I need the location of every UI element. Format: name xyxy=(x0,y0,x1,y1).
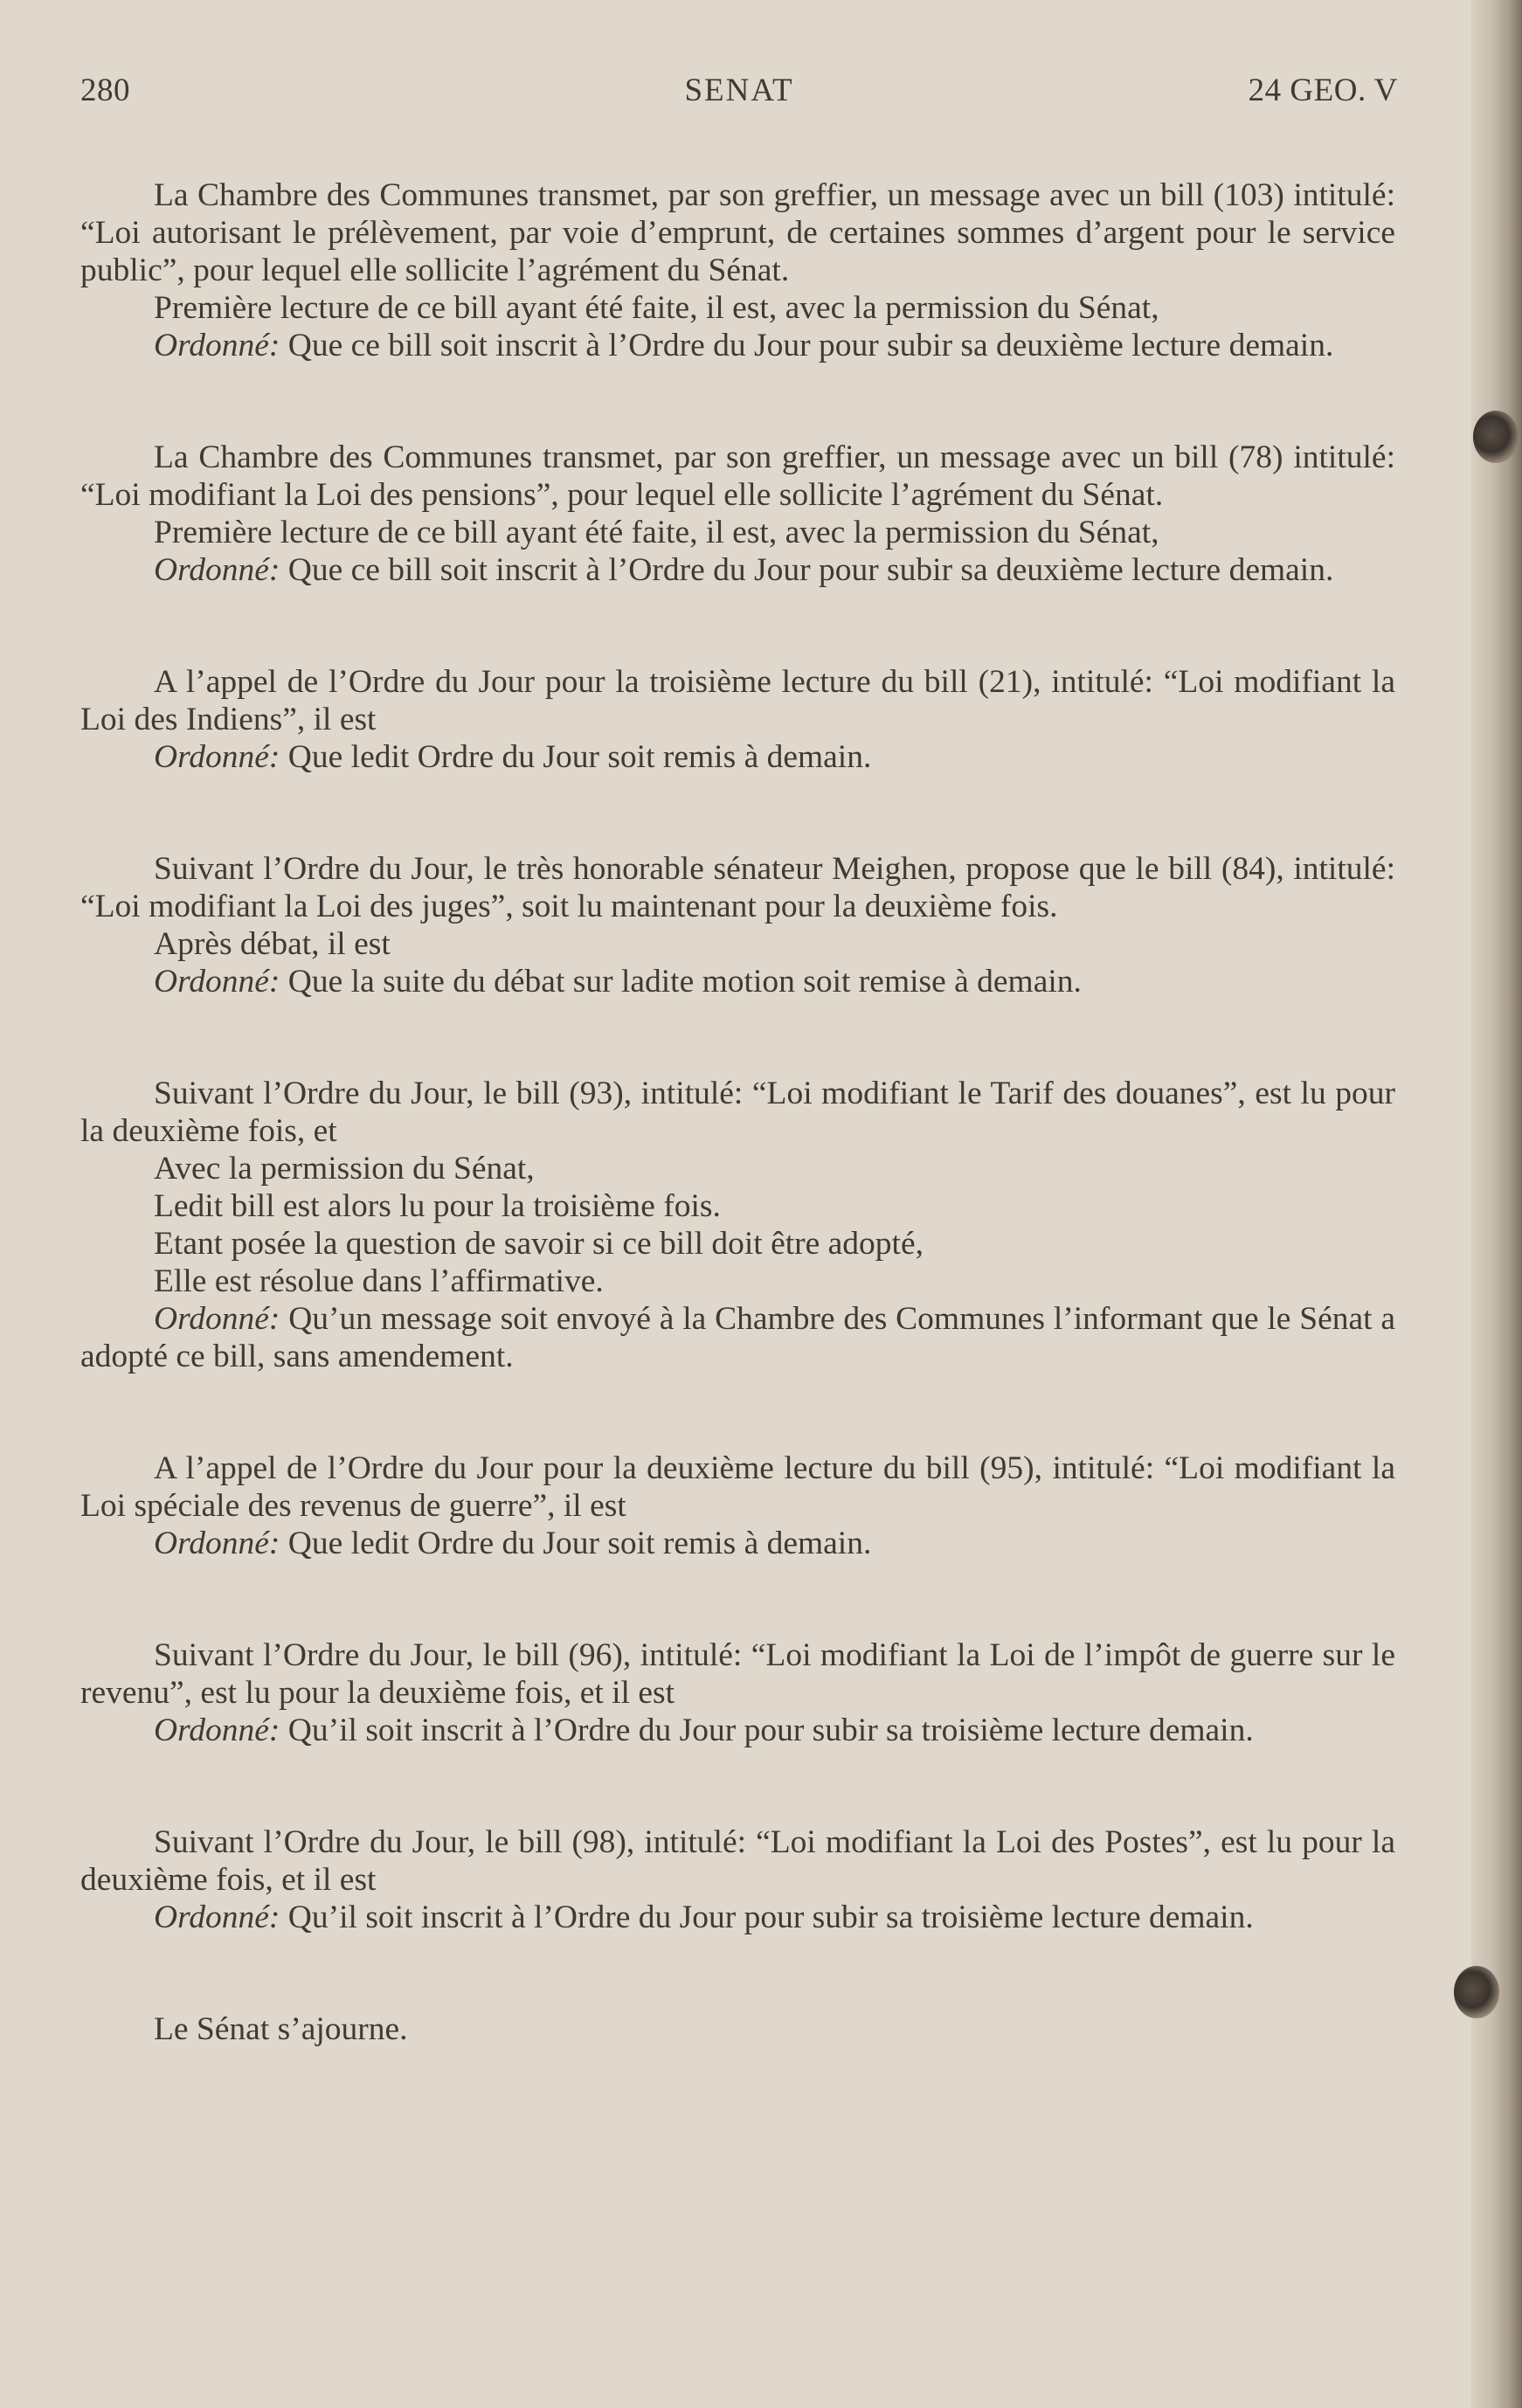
ordered-label: Ordonné: xyxy=(154,1301,280,1337)
ordered-label: Ordonné: xyxy=(154,1713,280,1748)
page-number: 280 xyxy=(80,73,130,108)
journal-entry xyxy=(80,2010,1395,2048)
entry-paragraph xyxy=(80,176,1395,289)
entry-paragraph xyxy=(80,925,1395,963)
entry-paragraph xyxy=(80,1300,1395,1375)
page-header xyxy=(80,72,1398,115)
paragraph-text: A l’appel de l’Ordre du Jour pour la troisième lecture du bill (21), intitulé: “Loi modifiant la Loi des Indiens”, il est xyxy=(80,664,1395,737)
entry-paragraph xyxy=(80,1899,1395,1936)
paragraph-text: Avec la permission du Sénat, xyxy=(154,1151,535,1187)
paragraph-text: Suivant l’Ordre du Jour, le bill (96), intitulé: “Loi modifiant la Loi de l’impôt de guerre sur le revenu”, est lu pour la deuxième fois, et il est xyxy=(80,1637,1395,1711)
journal-entry xyxy=(80,1450,1395,1562)
entry-paragraph xyxy=(80,439,1395,514)
entry-paragraph xyxy=(80,1525,1395,1562)
journal-entry xyxy=(80,439,1395,589)
paragraph-text: Qu’il soit inscrit à l’Ordre du Jour pour subir sa troisième lecture demain. xyxy=(280,1899,1254,1935)
journal-entry xyxy=(80,1075,1395,1375)
paragraph-text: Que ce bill soit inscrit à l’Ordre du Jour pour subir sa deuxième lecture demain. xyxy=(280,328,1334,363)
entry-paragraph xyxy=(80,1150,1395,1187)
entry-paragraph xyxy=(80,1823,1395,1899)
ordered-label: Ordonné: xyxy=(154,552,280,588)
paragraph-text: Que ce bill soit inscrit à l’Ordre du Jour pour subir sa deuxième lecture demain. xyxy=(280,552,1334,588)
paragraph-text: Après débat, il est xyxy=(154,926,391,962)
entry-paragraph xyxy=(80,1075,1395,1150)
entry-paragraph xyxy=(80,850,1395,925)
entry-paragraph xyxy=(80,551,1395,589)
paragraph-text: Première lecture de ce bill ayant été faite, il est, avec la permission du Sénat, xyxy=(154,515,1159,550)
paragraph-text: Le Sénat s’ajourne. xyxy=(154,2011,408,2047)
ordered-label: Ordonné: xyxy=(154,964,280,1000)
paragraph-text: Que ledit Ordre du Jour soit remis à demain. xyxy=(280,1526,872,1561)
paragraph-text: A l’appel de l’Ordre du Jour pour la deuxième lecture du bill (95), intitulé: “Loi modifiant la Loi spéciale des revenus de guerre”, il est xyxy=(80,1450,1395,1524)
paragraph-text: Elle est résolue dans l’affirmative. xyxy=(154,1263,604,1299)
ordered-label: Ordonné: xyxy=(154,739,280,775)
paragraph-text: Première lecture de ce bill ayant été faite, il est, avec la permission du Sénat, xyxy=(154,290,1159,326)
entry-paragraph xyxy=(80,1636,1395,1712)
paragraph-text: La Chambre des Communes transmet, par son greffier, un message avec un bill (78) intitulé: “Loi modifiant la Loi des pensions”, pour lequel elle sollicite l’agrément du Sénat. xyxy=(80,439,1395,513)
paragraph-text: Suivant l’Ordre du Jour, le bill (98), intitulé: “Loi modifiant la Loi des Postes”, est lu pour la deuxième fois, et il est xyxy=(80,1824,1395,1898)
paragraph-text: La Chambre des Communes transmet, par son greffier, un message avec un bill (103) intitulé: “Loi autorisant le prélèvement, par voie d’emprunt, de certaines sommes d’argent pour le service public”, pour lequel elle sollicite l’agrément du Sénat. xyxy=(80,177,1395,288)
paragraph-text: Qu’il soit inscrit à l’Ordre du Jour pour subir sa troisième lecture demain. xyxy=(280,1713,1254,1748)
journal-entry xyxy=(80,1636,1395,1749)
journal-entry xyxy=(80,176,1395,364)
paragraph-text: Etant posée la question de savoir si ce bill doit être adopté, xyxy=(154,1226,924,1262)
binding-edge xyxy=(1471,0,1522,2408)
entry-paragraph xyxy=(80,738,1395,776)
journal-entry xyxy=(80,850,1395,1000)
paragraph-text: Suivant l’Ordre du Jour, le bill (93), intitulé: “Loi modifiant le Tarif des douanes”, est lu pour la deuxième fois, et xyxy=(80,1076,1395,1149)
entry-paragraph xyxy=(80,514,1395,551)
journal-entry xyxy=(80,663,1395,776)
ordered-label: Ordonné: xyxy=(154,1899,280,1935)
ordered-label: Ordonné: xyxy=(154,328,280,363)
paragraph-text: Suivant l’Ordre du Jour, le très honorable sénateur Meighen, propose que le bill (84), intitulé: “Loi modifiant la Loi des juges”, soit lu maintenant pour la deuxième fois. xyxy=(80,851,1395,924)
paragraph-text: Que ledit Ordre du Jour soit remis à demain. xyxy=(280,739,872,775)
entry-paragraph xyxy=(80,1187,1395,1225)
binding-hole xyxy=(1454,1966,1499,2018)
entry-paragraph xyxy=(80,1263,1395,1300)
ordered-label: Ordonné: xyxy=(154,1526,280,1561)
entry-paragraph xyxy=(80,1225,1395,1263)
journal-entry xyxy=(80,1823,1395,1936)
journal-body xyxy=(80,176,1395,2048)
entry-paragraph xyxy=(80,289,1395,327)
entry-paragraph xyxy=(80,1450,1395,1525)
binding-hole xyxy=(1473,411,1519,463)
paragraph-text: Ledit bill est alors lu pour la troisième fois. xyxy=(154,1188,721,1224)
entry-paragraph xyxy=(80,327,1395,364)
paragraph-text: Que la suite du débat sur ladite motion soit remise à demain. xyxy=(280,964,1082,1000)
entry-paragraph xyxy=(80,2010,1395,2048)
entry-paragraph xyxy=(80,963,1395,1000)
session-label: 24 GEO. V xyxy=(1248,73,1398,108)
entry-paragraph xyxy=(80,663,1395,738)
running-title: SENAT xyxy=(684,73,794,108)
paragraph-text: Qu’un message soit envoyé à la Chambre des Communes l’informant que le Sénat a adopté ce bill, sans amendement. xyxy=(80,1301,1395,1374)
entry-paragraph xyxy=(80,1712,1395,1749)
